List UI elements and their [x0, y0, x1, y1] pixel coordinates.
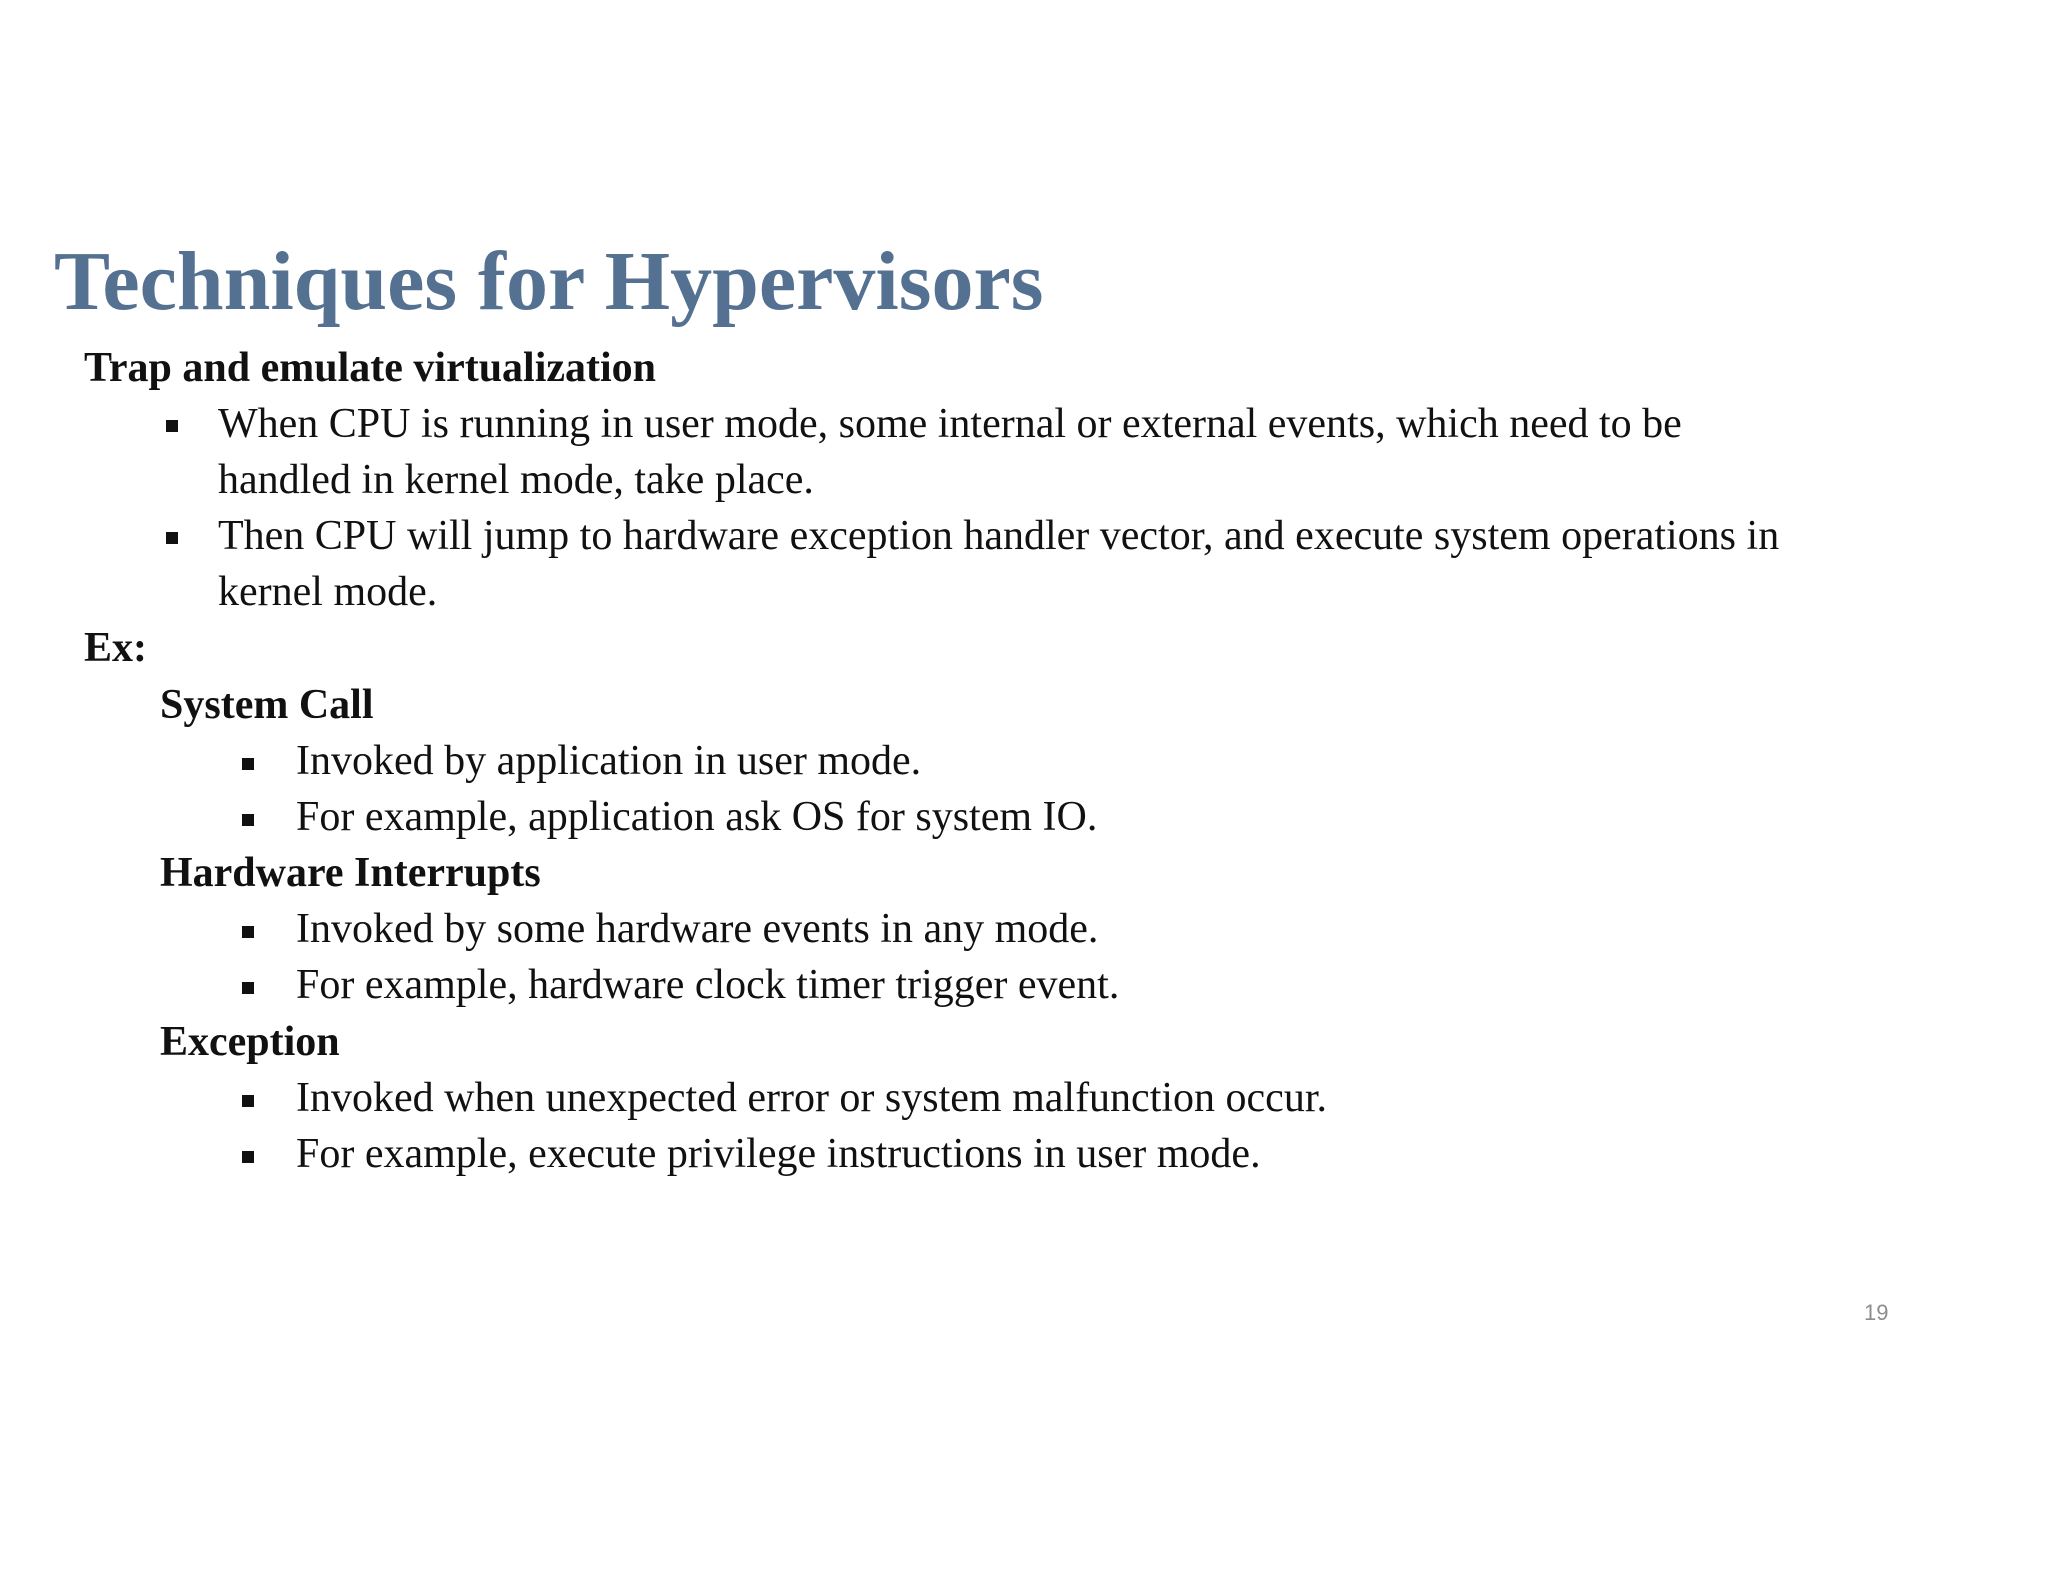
group-bullet: For example, hardware clock timer trigger event.: [296, 962, 1120, 1008]
group-bullet: For example, application ask OS for system IO.: [296, 794, 1098, 840]
bullet-icon: [242, 758, 254, 770]
bullet-icon: [166, 420, 178, 432]
group-bullet: Invoked by some hardware events in any mode.: [296, 906, 1099, 952]
group-bullet: For example, execute privilege instructions in user mode.: [296, 1131, 1261, 1177]
trap-bullet-2-line-2: kernel mode.: [218, 569, 438, 615]
group-bullet: Invoked by application in user mode.: [296, 738, 922, 784]
bullet-icon: [242, 1151, 254, 1163]
bullet-icon: [242, 1095, 254, 1107]
ex-label: Ex:: [84, 625, 147, 671]
trap-bullet-1-line-2: handled in kernel mode, take place.: [218, 457, 814, 503]
trap-heading: Trap and emulate virtualization: [84, 345, 657, 391]
trap-bullet-1-line-1: When CPU is running in user mode, some internal or external events, which need to be: [218, 401, 1682, 447]
group-heading-exception: Exception: [160, 1019, 340, 1065]
trap-bullet-2-line-1: Then CPU will jump to hardware exception handler vector, and execute system operations in: [218, 513, 1780, 559]
bullet-icon: [166, 532, 178, 544]
slide-title: Techniques for Hypervisors: [54, 235, 1044, 328]
bullet-icon: [242, 926, 254, 938]
bullet-icon: [242, 982, 254, 994]
group-bullet: Invoked when unexpected error or system malfunction occur.: [296, 1075, 1327, 1121]
group-heading-hardware-interrupts: Hardware Interrupts: [160, 850, 541, 896]
group-heading-system-call: System Call: [160, 682, 374, 728]
bullet-icon: [242, 814, 254, 826]
page-number: 19: [1864, 1300, 1889, 1325]
